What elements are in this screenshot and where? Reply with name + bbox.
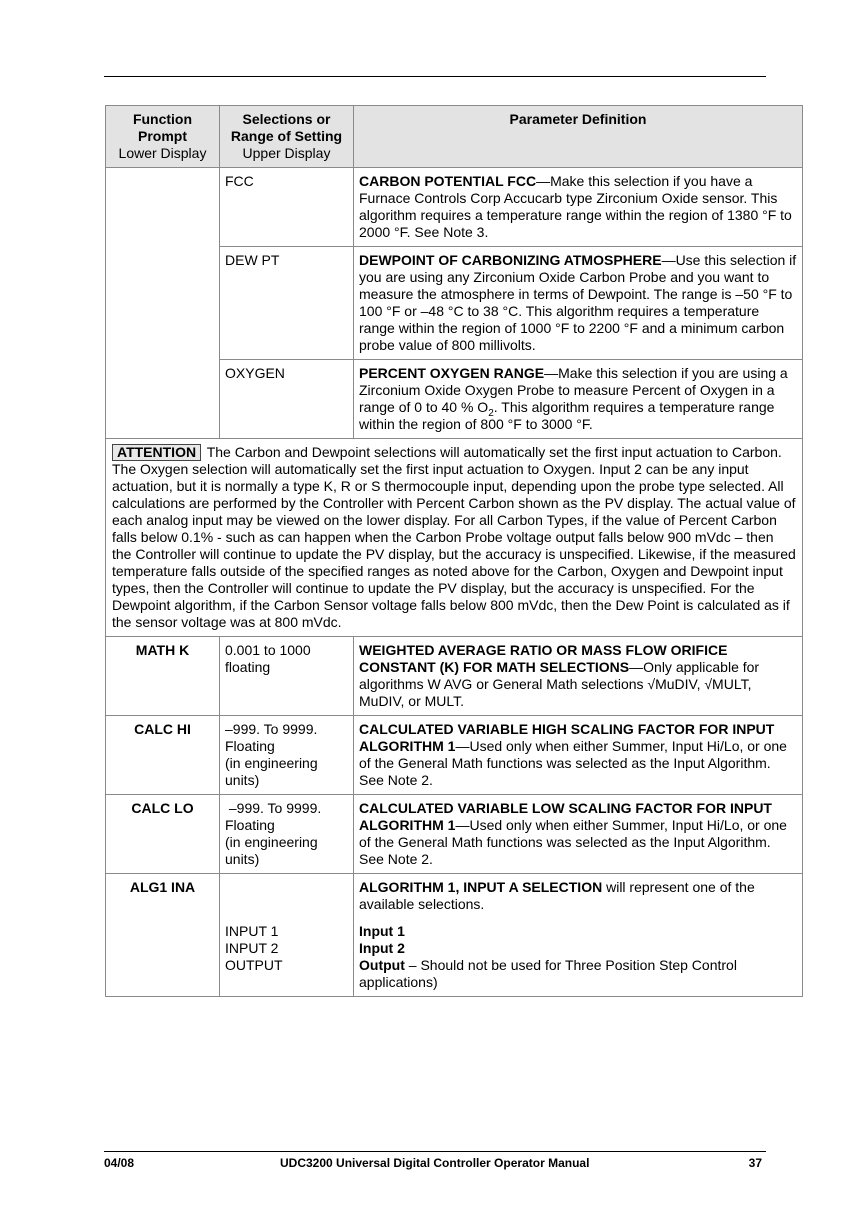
definition-cell: DEWPOINT OF CARBONIZING ATMOSPHERE—Use this selection if you are using any Zirconium Oxide Carbon Probe and you want to measure the atmosphere in terms of Dewpoint. The range is –50 °F to 100 °F or –48 °C to 38 °C. This algorithm requires a temperature range within the region of 1000 °F to 2200 °F and a minimum carbon probe value of 800 millivolts. — [354, 247, 803, 360]
range-cell: 0.001 to 1000 floating — [220, 637, 354, 716]
header-rule — [104, 76, 766, 77]
header-parameter-definition: Parameter Definition — [354, 106, 803, 168]
selection-cell: INPUT 1 INPUT 2 OUTPUT — [220, 874, 354, 997]
attention-note: ATTENTION The Carbon and Dewpoint selections will automatically set the first input actuation to Carbon. The Oxygen selection will automatically set the first input actuation to Oxygen. Input 2 can be any input actuation, but it is normally a type K, R or S thermocouple input, depending upon the probe type selected. All calculations are performed by the Controller with Percent Carbon shown as the PV display. The actual value of each analog input may be viewed on the lower display. For all Carbon Types, if the value of Percent Carbon falls below 0.1% - such as can happen when the Carbon Probe voltage output falls below 900 mVdc – then the Controller will continue to update the PV display, but the accuracy is unspecified. Likewise, if the measured temperature falls outside of the specified ranges as noted above for the Carbon, Oxygen and Dewpoint input types, then the Controller will continue to update the PV display, but the accuracy is unspecified. For the Dewpoint algorithm, if the Carbon Sensor voltage falls below 800 mVdc, then the Dew Point is calculated as if the sensor voltage was at 800 mVdc. — [106, 439, 803, 637]
range-cell: –999. To 9999. Floating (in engineering units) — [220, 795, 354, 874]
table-row-alg1-ina — [106, 874, 803, 997]
definition-cell: CALCULATED VARIABLE HIGH SCALING FACTOR FOR INPUT ALGORITHM 1—Used only when either Summer, Input Hi/Lo, or one of the General Math functions was selected as the Input Algorithm. See Note 2. — [354, 716, 803, 795]
footer-rule — [104, 1151, 766, 1152]
definition-cell: WEIGHTED AVERAGE RATIO OR MASS FLOW ORIFICE CONSTANT (K) FOR MATH SELECTIONS—Only applicable for algorithms W AVG or General Math selections √MuDIV, √MULT, MuDIV, or MULT. — [354, 637, 803, 716]
table-header-row — [106, 106, 803, 168]
table-row-math-k — [106, 637, 803, 716]
selection-cell: OXYGEN — [220, 360, 354, 439]
page-number: 37 — [748, 1156, 762, 1170]
selection-cell: DEW PT — [220, 247, 354, 360]
table-row-calc-hi — [106, 716, 803, 795]
attention-label: ATTENTION — [112, 444, 201, 461]
footer-date: 04/08 — [104, 1156, 135, 1170]
header-selections: Selections or Range of Setting Upper Display — [220, 106, 354, 168]
empty-prompt-cell — [106, 168, 220, 439]
definition-cell: CARBON POTENTIAL FCC—Make this selection if you have a Furnace Controls Corp Accucarb type Zirconium Oxide sensor. This algorithm requires a temperature range within the region of 1380 °F to 2000 °F. See Note 3. — [354, 168, 803, 247]
definition-cell: ALGORITHM 1, INPUT A SELECTION will represent one of the available selections. Input 1 Input 2 Output – Should not be used for Three Position Step Control applications) — [354, 874, 803, 997]
header-function-prompt: Function Prompt Lower Display — [106, 106, 220, 168]
table-row-calc-lo — [106, 795, 803, 874]
table-row-attention — [106, 439, 803, 637]
parameter-table — [105, 105, 803, 997]
function-prompt: CALC LO — [106, 795, 220, 874]
range-cell: –999. To 9999. Floating (in engineering units) — [220, 716, 354, 795]
function-prompt: CALC HI — [106, 716, 220, 795]
selection-cell: FCC — [220, 168, 354, 247]
definition-cell: PERCENT OXYGEN RANGE—Make this selection if you are using a Zirconium Oxide Oxygen Probe to measure Percent of Oxygen in a range of 0 to 40 % $O_2$. This algorithm requires a temperature range within the region of 800 °F to 3000 °F. — [354, 360, 803, 439]
footer-title: UDC3200 Universal Digital Controller Operator Manual — [280, 1156, 590, 1170]
definition-cell: CALCULATED VARIABLE LOW SCALING FACTOR FOR INPUT ALGORITHM 1—Used only when either Summer, Input Hi/Lo, or one of the General Math functions was selected as the Input Algorithm. See Note 2. — [354, 795, 803, 874]
table-row-fcc — [106, 168, 803, 247]
function-prompt: ALG1 INA — [106, 874, 220, 997]
function-prompt: MATH K — [106, 637, 220, 716]
